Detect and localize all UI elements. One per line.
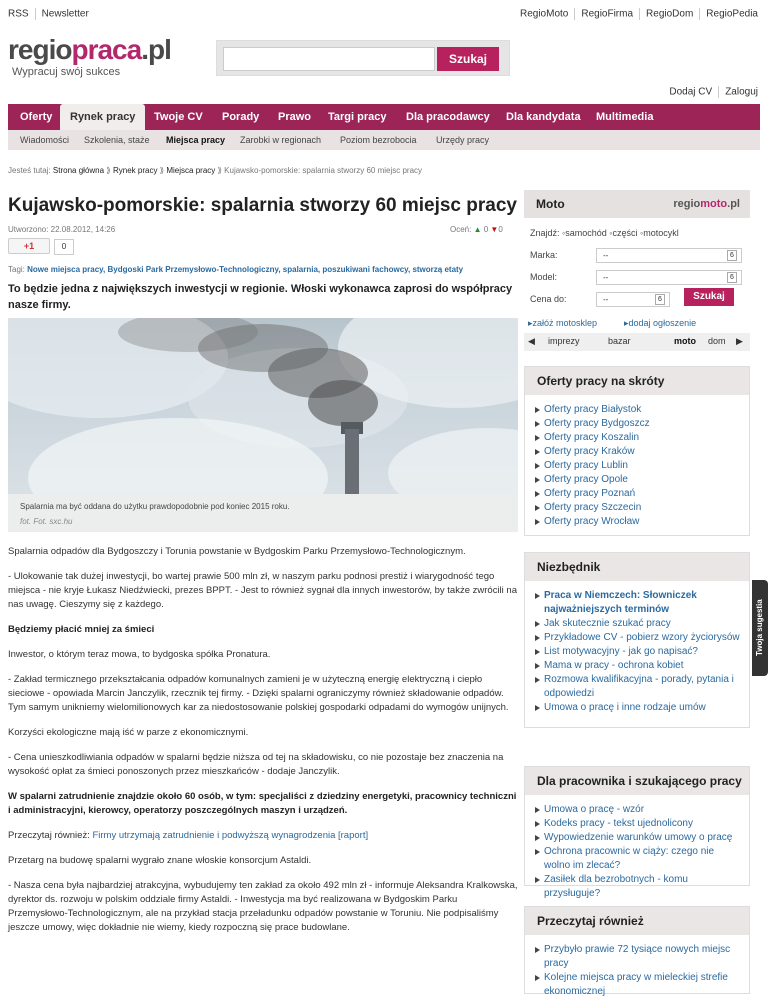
article-date: Utworzono: 22.08.2012, 14:26 xyxy=(8,225,116,234)
subnav-urzedy-pracy[interactable]: Urzędy pracy xyxy=(436,135,490,145)
moto-logo-suffix: .pl xyxy=(727,198,740,210)
article-rating xyxy=(450,225,503,234)
list-item[interactable]: Kodeks pracy - tekst ujednolicony xyxy=(535,817,741,831)
paragraph: W spalarni zatrudnienie znajdzie około 60 osób, w tym: specjaliści z dziedziny energetyki, pracownicy techniczni i administracyjni, kierowcy, operatorzy poszczególnych maszyn i urządzeń. xyxy=(8,791,517,816)
list-item[interactable]: Oferty pracy Opole xyxy=(535,473,741,487)
model-value: -- xyxy=(603,273,609,282)
radio-icon[interactable]: ◦ xyxy=(640,228,644,238)
nav-twoje-cv[interactable]: Twoje CV xyxy=(154,111,203,123)
brand-label: Marka: xyxy=(530,250,558,260)
photo-credit: fot. Fot. sxc.hu xyxy=(20,517,73,526)
main-nav xyxy=(8,104,760,130)
list-item[interactable]: Umowa o pracę - wzór xyxy=(535,803,741,817)
breadcrumb-item[interactable]: Strona główna xyxy=(52,166,105,175)
list-item[interactable]: Przykładowe CV - pobierz wzory życiorysów xyxy=(535,631,741,645)
employee-widget xyxy=(524,766,750,899)
type-parts[interactable]: części xyxy=(612,228,638,238)
price-label: Cena do: xyxy=(530,294,567,304)
subnav-bezrobocie[interactable]: Poziom bezrobocia xyxy=(340,135,417,145)
paragraph: - Zakład termicznego przekształcania odpadów komunalnych zamieni je w użyteczną energię elektryczną i ciepło sieciowe - opowiada Marcin Janczylik, rzecznik tej firmy. - Dzięki spalarni ograniczymy również składowanie odpadów. Tym samym unikniemy wielomilionowych kar za niedostosowanie polskiej gospodarki odpadami do wymogów unijnych. xyxy=(8,674,509,713)
open-moto-shop-link[interactable]: ▸załóż motosklep xyxy=(528,318,598,328)
regiodom-link[interactable]: RegioDom xyxy=(646,8,694,20)
subnav-wiadomosci[interactable]: Wiadomości xyxy=(20,135,70,145)
read-also-widget xyxy=(524,906,750,997)
read-also-title: Przeczytaj również xyxy=(525,907,749,935)
breadcrumb: Jesteś tutaj: Strona główna ⟫ Rynek pracy ⟫ Miejsca pracy ⟫ Kujawsko-pomorskie: spalarnia stworzy 60 miejsc pracy xyxy=(8,166,423,175)
photo-caption xyxy=(8,494,518,532)
paragraph: - Nasza cena była najbardziej atrakcyjna, wybudujemy ten zakład za około 492 mln zł - informuje Aleksandra Kralkowska, dyrektor ds. rozwoju w polskim oddziale firmy Astaldi. - Inwestycja ma być realizowana w Bydgoskim Parku Przemysłowo-Technologicznym, ale na przykład stacja przeładunku odpadów powstanie w Toruniu. Nie podpisaliśmy jeszcze umowy, więc dokładnie nie wiemy, kiedy rozpoczną się prace budowlane. xyxy=(8,880,518,933)
regiomoto-link[interactable]: RegioMoto xyxy=(519,8,569,20)
thumb-down-icon[interactable]: ▼ xyxy=(490,225,499,234)
top-bar xyxy=(0,0,768,26)
account-links xyxy=(669,86,758,98)
logo-suffix: .pl xyxy=(141,34,171,65)
newsletter-link[interactable]: Newsletter xyxy=(41,8,89,20)
paragraph: Inwestor, o którym teraz mowa, to bydgoska spółka Pronatura. xyxy=(8,649,271,660)
rate-up-count: 0 xyxy=(483,225,489,234)
nav-multimedia[interactable]: Multimedia xyxy=(596,111,654,123)
nav-dla-pracodawcy[interactable]: Dla pracodawcy xyxy=(406,111,490,123)
regiofirma-link[interactable]: RegioFirma xyxy=(581,8,634,20)
list-item[interactable]: Oferty pracy Białystok xyxy=(535,403,741,417)
list-item[interactable]: Przybyło prawie 72 tysiące nowych miejsc pracy xyxy=(535,943,741,971)
tags-label: Tagi: xyxy=(8,265,25,274)
nav-dla-kandydata[interactable]: Dla kandydata xyxy=(506,111,581,123)
moto-widget xyxy=(524,190,750,380)
list-item[interactable]: Oferty pracy Bydgoszcz xyxy=(535,417,741,431)
price-select[interactable] xyxy=(596,292,670,307)
chimney xyxy=(345,429,359,494)
list-item[interactable]: Kolejne miejsca pracy w mieleckiej strefie ekonomicznej xyxy=(535,971,741,999)
paragraph: - Cena unieszkodliwiania odpadów w spalarni będzie niższa od tej na składowisku, co nie pozostaje bez znaczenia na wysokość opłat za śmieci ponoszonych przez mieszkańców - dodaje Janczylik. xyxy=(8,752,504,777)
logo-tagline: Wypracuj swój sukces xyxy=(12,66,121,78)
list-item[interactable]: Ochrona pracownic w ciąży: czego nie wolno im zlecać? xyxy=(535,845,741,873)
list-item[interactable]: Oferty pracy Kraków xyxy=(535,445,741,459)
job-offers-widget xyxy=(524,366,750,536)
paragraph: Przetarg na budowę spalarni wygrało znane włoskie konsorcjum Astaldi. xyxy=(8,855,312,866)
link-text: dodaj ogłoszenie xyxy=(628,318,697,328)
sub-nav xyxy=(8,130,760,150)
logo-accent: praca xyxy=(71,34,142,65)
plus-one-count: 0 xyxy=(54,239,74,255)
brand-value: -- xyxy=(603,251,609,260)
next-arrow-icon[interactable]: ▶ xyxy=(736,336,743,346)
regiomoto-logo[interactable] xyxy=(673,198,740,210)
nav-targi-pracy[interactable]: Targi pracy xyxy=(328,111,387,123)
caption-text: Spalarnia ma być oddana do użytku prawdopodobnie pod koniec 2015 roku. xyxy=(20,502,290,511)
essentials-title: Niezbędnik xyxy=(525,553,749,581)
plus-one-button[interactable]: +1 xyxy=(8,238,50,254)
list-item[interactable]: Jak skutecznie szukać pracy xyxy=(535,617,741,631)
breadcrumb-item[interactable]: Rynek pracy xyxy=(112,166,158,175)
subnav-szkolenia[interactable]: Szkolenia, staże xyxy=(84,135,150,145)
list-item[interactable]: Praca w Niemczech: Słowniczek najważniejszych terminów xyxy=(535,589,741,617)
type-car[interactable]: samochód xyxy=(565,228,607,238)
model-label: Model: xyxy=(530,272,558,282)
article-tags xyxy=(8,265,463,274)
dropdown-icon: 6 xyxy=(727,272,737,283)
tab-bazar[interactable]: bazar xyxy=(608,336,631,346)
link-text: załóż motosklep xyxy=(532,318,598,328)
article-body xyxy=(8,545,518,946)
rate-label: Oceń: xyxy=(450,225,472,234)
list-item[interactable]: List motywacyjny - jak go napisać? xyxy=(535,645,741,659)
list-item[interactable]: Rozmowa kwalifikacyjna - porady, pytania i odpowiedzi xyxy=(535,673,741,701)
breadcrumb-item[interactable]: Miejsca pracy xyxy=(166,166,216,175)
paragraph: Korzyści ekologiczne mają iść w parze z ekonomicznymi. xyxy=(8,727,249,738)
search-input[interactable] xyxy=(223,47,435,71)
breadcrumb-label: Jesteś tutaj: xyxy=(8,166,51,175)
moto-search-button[interactable]: Szukaj xyxy=(684,288,734,306)
essentials-widget xyxy=(524,552,750,728)
list-item[interactable]: Oferty pracy Szczecin xyxy=(535,501,741,515)
list-item[interactable]: Oferty pracy Lublin xyxy=(535,459,741,473)
read-also-label: Przeczytaj również: xyxy=(8,830,90,841)
article-photo xyxy=(8,318,518,494)
site-logo[interactable] xyxy=(8,34,208,84)
employee-title: Dla pracownika i szukającego pracy xyxy=(525,767,749,795)
google-plus xyxy=(8,238,74,255)
subheading: Będziemy płacić mniej za śmieci xyxy=(8,624,155,635)
model-select[interactable] xyxy=(596,270,742,285)
search-bar xyxy=(216,40,510,76)
offers-title: Oferty pracy na skróty xyxy=(525,367,749,395)
list-item[interactable]: Oferty pracy Wrocław xyxy=(535,515,741,529)
add-cv-link[interactable]: Dodaj CV xyxy=(669,86,713,98)
nav-oferty[interactable]: Oferty xyxy=(20,111,53,123)
moto-logo-main: regio xyxy=(673,198,701,210)
search-button[interactable]: Szukaj xyxy=(437,47,499,71)
find-label: Znajdź: xyxy=(530,228,560,238)
tab-moto[interactable]: moto xyxy=(674,336,696,346)
dropdown-icon: 6 xyxy=(655,294,665,305)
regiopedia-link[interactable]: RegioPedia xyxy=(706,8,758,20)
tab-dom[interactable]: dom xyxy=(708,336,726,346)
nav-rynek-pracy[interactable]: Rynek pracy xyxy=(60,104,145,130)
paragraph: Spalarnia odpadów dla Bydgoszczy i Torunia powstanie w Bydgoskim Parku Przemysłowo-Technologicznym. xyxy=(8,546,466,557)
dropdown-icon: 6 xyxy=(727,250,737,261)
paragraph: - Ulokowanie tak dużej inwestycji, bo wartej prawie 500 mln zł, w naszym parku podnosi prestiż i wiarygodność tego miejsca - nie kryje Łukasz Niedźwiecki, prezes BPPT. - Jest to również sygnał dla innych inwestorów, by także zwrócili na nas uwagę. Cieszymy się z każdego. xyxy=(8,571,517,610)
list-item[interactable]: Mama w pracy - ochrona kobiet xyxy=(535,659,741,673)
nav-prawo[interactable]: Prawo xyxy=(278,111,312,123)
subnav-zarobki[interactable]: Zarobki w regionach xyxy=(240,135,322,145)
nav-porady[interactable]: Porady xyxy=(222,111,260,123)
logo-text: regio xyxy=(8,34,72,65)
suggestion-tab[interactable]: Twoja sugestia xyxy=(752,580,768,676)
list-item[interactable]: Oferty pracy Koszalin xyxy=(535,431,741,445)
radio-icon[interactable]: ◦ xyxy=(562,228,566,238)
tags-list[interactable]: Nowe miejsca pracy, Bydgoski Park Przemysłowo-Technologiczny, spalarnia, poszukiwani fachowcy, stworzą etaty xyxy=(27,265,464,274)
article-title: Kujawsko-pomorskie: spalarnia stworzy 60 miejsc pracy xyxy=(8,195,517,216)
price-value: -- xyxy=(603,295,609,304)
breadcrumb-current: Kujawsko-pomorskie: spalarnia stworzy 60 miejsc pracy xyxy=(224,166,423,175)
subnav-miejsca-pracy[interactable]: Miejsca pracy xyxy=(166,135,226,145)
prev-arrow-icon[interactable]: ◀ xyxy=(528,336,535,346)
list-item[interactable]: Wypowiedzenie warunków umowy o pracę xyxy=(535,831,741,845)
moto-find-row xyxy=(530,228,679,238)
portal-tabs xyxy=(524,333,750,351)
list-item[interactable]: Oferty pracy Poznań xyxy=(535,487,741,501)
radio-icon[interactable]: ◦ xyxy=(609,228,613,238)
brand-select[interactable] xyxy=(596,248,742,263)
login-link[interactable]: Zaloguj xyxy=(725,86,758,98)
article-lead: To będzie jedna z największych inwestycji w regionie. Włoski wykonawca zaprosi do współpracy nasze firmy. xyxy=(8,283,513,311)
moto-title: Moto xyxy=(524,190,750,218)
tab-imprezy[interactable]: imprezy xyxy=(548,336,580,346)
add-ad-link[interactable]: ▸dodaj ogłoszenie xyxy=(624,318,697,328)
moto-logo-accent: moto xyxy=(700,198,728,210)
list-item[interactable]: Zasiłek dla bezrobotnych - komu przysługuje? xyxy=(535,873,741,901)
read-also-link[interactable]: Firmy utrzymają zatrudnienie i podwyższą wynagrodzenia [raport] xyxy=(92,830,369,841)
rate-down-count: 0 xyxy=(498,225,503,234)
thumb-up-icon[interactable]: ▲ xyxy=(473,225,482,234)
rss-link[interactable]: RSS xyxy=(8,8,29,20)
list-item[interactable]: Umowa o pracę i inne rodzaje umów xyxy=(535,701,741,715)
type-moto[interactable]: motocykl xyxy=(643,228,679,238)
